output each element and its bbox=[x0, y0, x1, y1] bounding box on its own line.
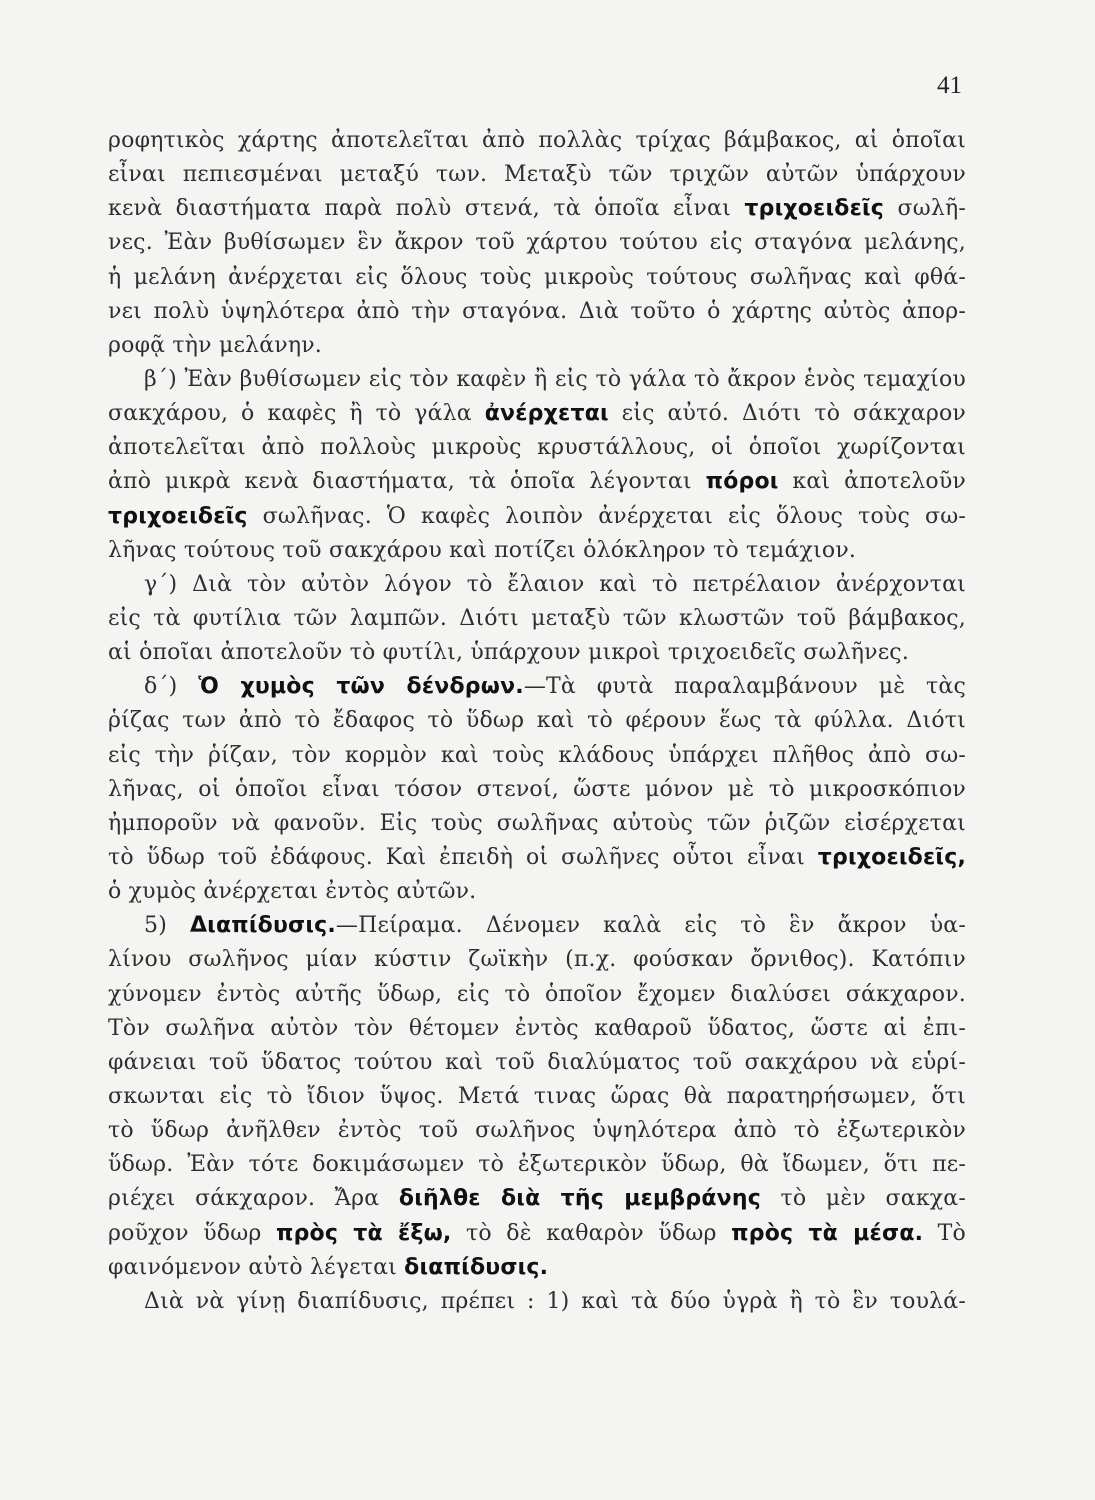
text-line: αἱ ὁποῖαι ἀποτελοῦν τὸ φυτίλι, ὑπάρχουν μικροὶ τριχοειδεῖς σωλῆνες. bbox=[108, 640, 910, 666]
bold-term: διῆλθε διὰ τῆς μεμβράνης bbox=[398, 1186, 761, 1212]
text-line bbox=[108, 1217, 966, 1251]
text-line: Τὸν σωλῆνα αὐτὸν τὸν θέτομεν ἐντὸς καθαροῦ ὕδατος, ὥστε αἱ ἐπι- bbox=[108, 1015, 966, 1041]
text-run: ἀπὸ μικρὰ κενὰ διαστήματα, τὰ ὁποῖα λέγονται bbox=[108, 469, 706, 495]
text-line: λῆνας τούτους τοῦ σακχάρου καὶ ποτίζει ὁλόκληρον τὸ τεμάχιον. bbox=[108, 537, 857, 563]
text-run: εἰς αὐτό. Διότι τὸ σάκχαρον bbox=[608, 401, 966, 427]
text-line: ῥίζας των ἀπὸ τὸ ἔδαφος τὸ ὕδωρ καὶ τὸ φέρουν ἕως τὰ φύλλα. Διότι bbox=[108, 708, 966, 734]
text-line bbox=[108, 192, 966, 226]
text-run: 5) bbox=[144, 913, 190, 939]
text-run: τὸ δὲ καθαρὸν ὕδωρ bbox=[451, 1220, 732, 1246]
text-run: —Πείραμα. Δένομεν καλὰ εἰς τὸ ἓν ἄκρον ὑα- bbox=[335, 913, 966, 939]
text-line: εἰς τὰ φυτίλια τῶν λαμπῶν. Διότι μεταξὺ τῶν κλωστῶν τοῦ βάμβακος, bbox=[108, 605, 966, 631]
body-text bbox=[108, 124, 966, 1319]
bold-term: πρὸς τὰ μέσα. bbox=[731, 1220, 924, 1246]
bold-term: τριχοειδεῖς bbox=[108, 503, 248, 529]
text-line: ροφᾷ τὴν μελάνην. bbox=[108, 332, 322, 358]
text-line bbox=[108, 465, 966, 499]
bold-term: διαπίδυσις. bbox=[404, 1254, 549, 1280]
text-run: τὸ μὲν σακχα- bbox=[760, 1186, 966, 1212]
text-run: —Τὰ φυτὰ παραλαμβάνουν μὲ τὰς bbox=[523, 674, 966, 700]
text-line: νες. Ἐὰν βυθίσωμεν ἓν ἄκρον τοῦ χάρτου τούτου εἰς σταγόνα μελάνης, bbox=[108, 230, 966, 256]
text-line: χύνομεν ἐντὸς αὐτῆς ὕδωρ, εἰς τὸ ὁποῖον ἔχομεν διαλύσει σάκχαρον. bbox=[108, 981, 966, 1007]
text-line: γ΄) Διὰ τὸν αὐτὸν λόγον τὸ ἔλαιον καὶ τὸ πετρέλαιον ἀνέρχονται bbox=[144, 571, 966, 597]
text-run: σακχάρου, ὁ καφὲς ἢ τὸ γάλα bbox=[108, 401, 485, 427]
text-line: ὁ χυμὸς ἀνέρχεται ἐντὸς αὐτῶν. bbox=[108, 879, 477, 905]
text-run: φαινόμενον αὐτὸ λέγεται bbox=[108, 1254, 405, 1280]
text-line bbox=[108, 909, 966, 943]
bold-term: τριχοειδεῖς bbox=[744, 196, 885, 222]
text-line: ἡ μελάνη ἀνέρχεται εἰς ὅλους τοὺς μικροὺς τούτους σωλῆνας καὶ φθά- bbox=[108, 264, 966, 290]
text-line bbox=[108, 841, 966, 875]
text-line: ἠμποροῦν νὰ φανοῦν. Εἰς τοὺς σωλῆνας αὐτοὺς τῶν ῥιζῶν εἰσέρχεται bbox=[108, 810, 966, 836]
text-run: Τὸ bbox=[923, 1220, 966, 1246]
text-run: τὸ ὕδωρ τοῦ ἐδάφους. Καὶ ἐπειδὴ οἱ σωλῆνες οὗτοι εἶναι bbox=[108, 844, 818, 870]
text-line: ἀποτελεῖται ἀπὸ πολλοὺς μικροὺς κρυστάλλους, οἱ ὁποῖοι χωρίζονται bbox=[108, 435, 966, 461]
text-line: εἰς τὴν ῥίζαν, τὸν κορμὸν καὶ τοὺς κλάδους ὑπάρχει πλῆθος ἀπὸ σω- bbox=[108, 742, 966, 768]
text-line: τὸ ὕδωρ ἀνῆλθεν ἐντὸς τοῦ σωλῆνος ὑψηλότερα ἀπὸ τὸ ἐξωτερικὸν bbox=[108, 1118, 966, 1144]
section-heading: Διαπίδυσις. bbox=[189, 913, 336, 939]
text-line: νει πολὺ ὑψηλότερα ἀπὸ τὴν σταγόνα. Διὰ τοῦτο ὁ χάρτης αὐτὸς ἀπορ- bbox=[108, 298, 966, 324]
page-number: 41 bbox=[937, 72, 962, 99]
text-line bbox=[108, 397, 966, 431]
text-line bbox=[108, 1182, 966, 1216]
text-line: β΄) Ἐὰν βυθίσωμεν εἰς τὸν καφὲν ἢ εἰς τὸ γάλα τὸ ἄκρον ἑνὸς τεμαχίου bbox=[144, 366, 966, 392]
text-line: λῆνας, οἱ ὁποῖοι εἶναι τόσον στενοί, ὥστε μόνον μὲ τὸ μικροσκόπιον bbox=[108, 776, 966, 802]
bold-term: πρὸς τὰ ἔξω, bbox=[275, 1220, 452, 1246]
text-line: εἶναι πεπιεσμέναι μεταξύ των. Μεταξὺ τῶν τριχῶν αὐτῶν ὑπάρχουν bbox=[108, 162, 966, 188]
text-run: ριέχει σάκχαρον. Ἄρα bbox=[108, 1186, 399, 1212]
text-line: φάνειαι τοῦ ὕδατος τούτου καὶ τοῦ διαλύματος τοῦ σακχάρου νὰ εὑρί- bbox=[108, 1049, 966, 1075]
text-line bbox=[108, 500, 966, 534]
bold-term: πόροι bbox=[705, 469, 779, 495]
section-heading: Ὁ χυμὸς τῶν δένδρων. bbox=[198, 674, 524, 700]
text-run: καὶ ἀποτελοῦν bbox=[778, 469, 966, 495]
text-line: Διὰ νὰ γίνῃ διαπίδυσις, πρέπει : 1) καὶ τὰ δύο ὑγρὰ ἢ τὸ ἓν τουλά- bbox=[144, 1288, 966, 1314]
text-line: σκωνται εἰς τὸ ἴδιον ὕψος. Μετά τινας ὥρας θὰ παρατηρήσωμεν, ὅτι bbox=[108, 1083, 966, 1109]
text-line: ροφητικὸς χάρτης ἀποτελεῖται ἀπὸ πολλὰς τρίχας βάμβακος, αἱ ὁποῖαι bbox=[108, 128, 966, 153]
text-line: λίνου σωλῆνος μίαν κύστιν ζωϊκὴν (π.χ. φούσκαν ὄρνιθος). Κατόπιν bbox=[108, 947, 966, 973]
text-line bbox=[108, 670, 966, 704]
text-run: κενὰ διαστήματα παρὰ πολὺ στενά, τὰ ὁποῖα εἶναι bbox=[108, 196, 745, 222]
bold-term: τριχοειδεῖς, bbox=[817, 844, 966, 870]
text-line: ὕδωρ. Ἐὰν τότε δοκιμάσωμεν τὸ ἐξωτερικὸν ὕδωρ, θὰ ἴδωμεν, ὅτι πε- bbox=[108, 1152, 966, 1178]
text-run: σωλῆνας. Ὁ καφὲς λοιπὸν ἀνέρχεται εἰς ὅλους τοὺς σω- bbox=[247, 503, 966, 529]
text-run: ροῦχον ὕδωρ bbox=[108, 1220, 276, 1246]
bold-term: ἀνέρχεται bbox=[484, 401, 609, 427]
text-run: δ΄) bbox=[144, 674, 199, 700]
text-run: σωλῆ- bbox=[884, 196, 966, 222]
text-line bbox=[108, 1251, 966, 1285]
